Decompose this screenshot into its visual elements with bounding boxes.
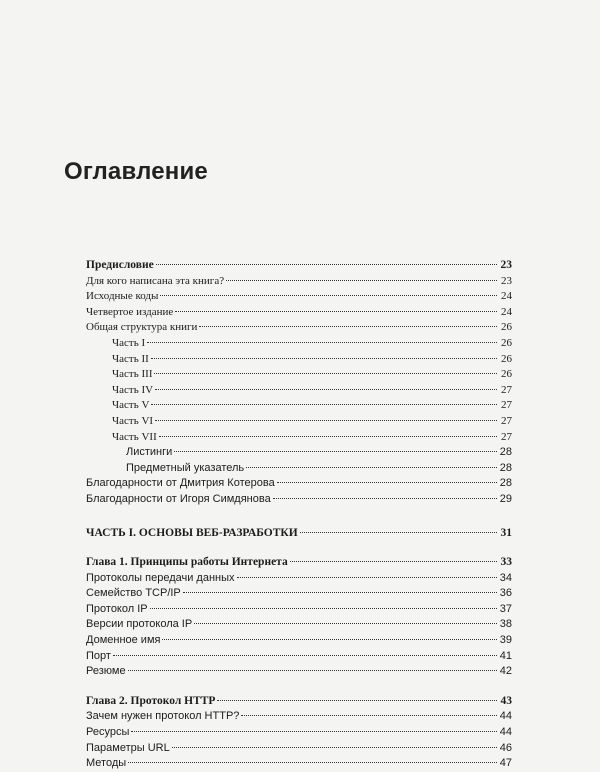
toc-page-number: 26 [501,336,512,349]
toc-label: Предметный указатель [126,461,245,474]
toc-label: Часть I [112,336,146,349]
toc-page-number: 38 [499,618,512,631]
toc-label: Версии протокола IP [86,618,193,631]
toc-label: Листинги [126,446,173,459]
toc-page-number: 27 [501,430,512,443]
toc-page-number: 28 [499,446,512,459]
toc-label: ЧАСТЬ I. ОСНОВЫ ВЕБ-РАЗРАБОТКИ [86,526,298,539]
toc-page-number: 31 [500,526,512,539]
toc-page-number: 37 [499,602,512,615]
dot-leader [128,762,497,763]
dot-leader [162,639,497,640]
toc-page-number: 24 [501,305,512,318]
toc-page-number: 34 [499,571,512,584]
toc-page-number: 44 [499,710,512,723]
toc-page-number: 39 [499,634,512,647]
dot-leader [277,482,497,483]
toc-page-number: 43 [500,694,512,707]
toc-entry[interactable] [86,649,512,665]
toc-entry-structure[interactable] [86,367,512,383]
dot-leader [154,373,497,374]
dot-leader [155,389,497,390]
toc-label: Часть V [112,399,150,412]
toc-entry-structure[interactable] [86,352,512,368]
dot-leader [174,451,497,452]
dot-leader [150,608,497,609]
page-title: Оглавление [64,158,208,185]
toc-page-number: 28 [499,461,512,474]
toc-page-number: 33 [500,556,512,569]
toc-entry[interactable] [86,725,512,741]
dot-leader [128,670,497,671]
toc-page-number: 28 [499,477,512,490]
toc-entry[interactable] [86,741,512,757]
dot-leader [300,532,497,533]
toc-label: Часть IV [112,383,154,396]
toc-label: Ресурсы [86,726,130,739]
toc-entry[interactable] [86,756,512,772]
toc-label: Параметры URL [86,741,170,754]
toc-page-number: 44 [499,726,512,739]
dot-leader [217,700,497,701]
toc-entry-structure[interactable] [86,336,512,352]
toc-page-number: 42 [499,665,512,678]
dot-leader [159,436,497,437]
toc-label: Протоколы передачи данных [86,571,235,584]
toc-label: Методы [86,757,127,770]
toc-entry[interactable] [86,633,512,649]
toc-page-number: 23 [501,274,512,287]
dot-leader [290,561,497,562]
dot-leader [273,498,497,499]
toc-overlay [86,258,512,336]
toc-entry-structure[interactable] [86,383,512,399]
toc-page-number: 29 [499,492,512,505]
dot-leader [172,747,497,748]
toc-label: Часть II [112,352,149,365]
dot-leader [155,420,497,421]
dot-leader [194,623,497,624]
toc-entry-structure[interactable] [86,430,512,446]
toc-entry[interactable] [86,709,512,725]
toc-page-number: 27 [501,399,512,412]
dot-leader [151,404,497,405]
toc-entry-structure[interactable] [86,414,512,430]
toc-label: Благодарности от Игоря Симдянова [86,492,271,505]
toc-entry-structure[interactable] [86,445,512,461]
toc-label: Часть VII [112,430,157,443]
toc-page-number: 36 [499,587,512,600]
toc-label: Предисловие [86,259,154,271]
toc-entry[interactable] [86,571,512,587]
dot-leader [246,467,497,468]
toc-label: Четвертое издание [86,305,174,318]
toc-page-number: 41 [499,649,512,662]
toc-label: Протокол IP [86,602,148,615]
toc-heading-chapter-2[interactable] [86,694,512,710]
toc-label: Резюме [86,665,126,678]
toc-label: Для кого написана эта книга? [86,274,225,287]
toc-entry-structure[interactable] [86,398,512,414]
toc-label: Глава 1. Принципы работы Интернета [86,556,288,569]
toc-page-number: 26 [501,352,512,365]
toc-page-number: 26 [501,368,512,381]
toc-page-number: 23 [500,259,512,271]
dot-leader [147,342,497,343]
toc-part-1[interactable] [86,526,512,542]
dot-leader [241,715,497,716]
dot-leader [183,592,497,593]
toc-page-number: 46 [499,741,512,754]
toc-entry[interactable] [86,664,512,680]
toc-heading-chapter-1[interactable] [86,555,512,571]
toc-label: Исходные коды [86,290,159,303]
dot-leader [113,655,497,656]
toc-page-number: 27 [501,383,512,396]
toc-entry[interactable] [86,476,512,492]
toc-label: Часть VI [112,414,154,427]
toc-page-number: 24 [501,290,512,303]
toc-entry-structure[interactable] [86,461,512,477]
dot-leader [151,358,497,359]
toc-entry[interactable] [86,492,512,508]
toc-label: Зачем нужен протокол HTTP? [86,710,240,723]
dot-leader [237,577,497,578]
toc-label: Общая структура книги [86,321,198,334]
toc-page-number: 47 [499,757,512,770]
dot-leader [131,731,497,732]
toc-entry[interactable] [86,586,512,602]
toc-label: Благодарности от Дмитрия Котерова [86,477,275,490]
toc-label: Доменное имя [86,634,161,647]
toc-label: Порт [86,649,111,662]
toc-label: Часть III [112,368,153,381]
toc-page-number: 27 [501,414,512,427]
toc-label: Семейство TCP/IP [86,587,181,600]
toc-label: Глава 2. Протокол HTTP [86,694,216,707]
toc-entry[interactable] [86,617,512,633]
toc-entry[interactable] [86,602,512,618]
toc-page-number: 26 [501,321,512,334]
